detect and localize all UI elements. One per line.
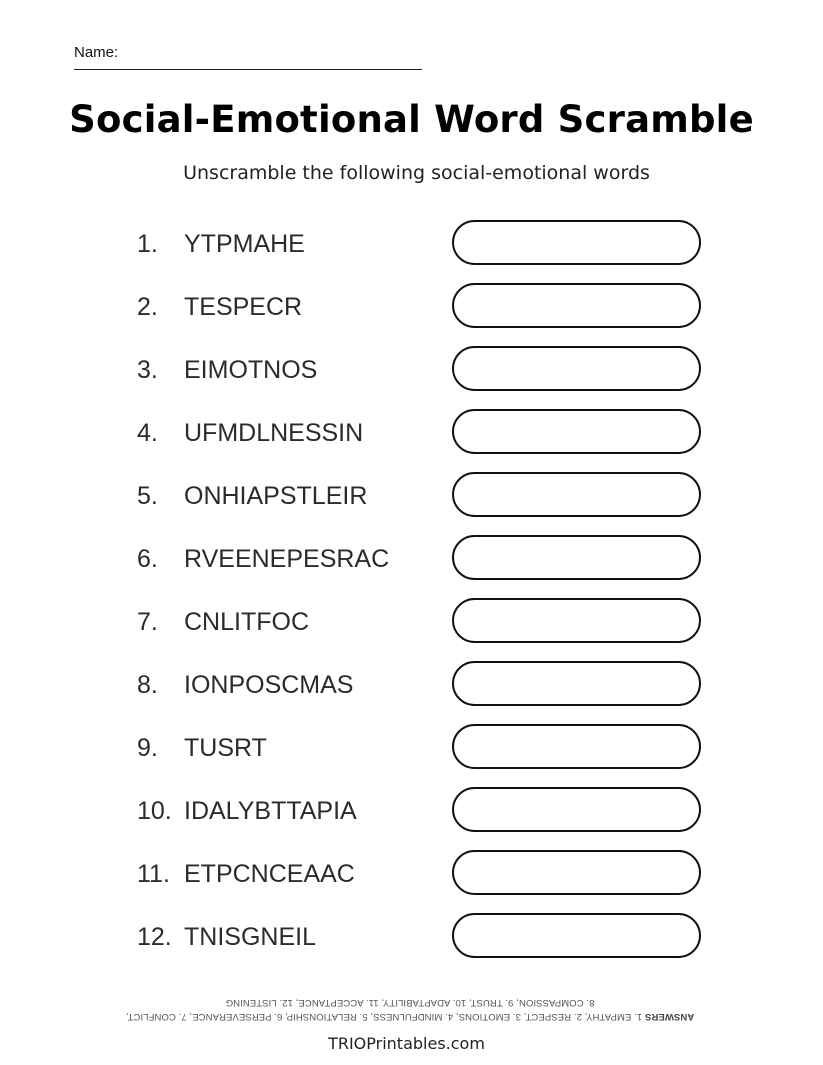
list-item — [0, 787, 823, 835]
answer-box[interactable] — [452, 535, 701, 580]
scrambled-word: EIMOTNOS — [184, 356, 318, 384]
answer-key — [90, 995, 730, 1023]
item-number: 11. — [137, 860, 170, 888]
scrambled-word: RVEENEPESRAC — [184, 545, 390, 573]
answers-line-2: 8. COMPASSION, 9. TRUST, 10. ADAPTABILITY, 11. ACCEPTANCE, 12. LISTENING — [225, 997, 595, 1008]
list-item — [0, 409, 823, 457]
item-number: 9. — [137, 734, 158, 762]
answer-box[interactable] — [452, 346, 701, 391]
item-number: 8. — [137, 671, 158, 699]
answer-box[interactable] — [452, 787, 701, 832]
scrambled-word: UFMDLNESSIN — [184, 419, 364, 447]
item-number: 10. — [137, 797, 172, 825]
answer-box[interactable] — [452, 472, 701, 517]
item-number: 5. — [137, 482, 158, 510]
scrambled-word: TUSRT — [184, 734, 267, 762]
scrambled-word: TESPECR — [184, 293, 303, 321]
list-item — [0, 220, 823, 268]
footer-site: TRIOPrintables.com — [328, 1034, 485, 1053]
answer-box[interactable] — [452, 283, 701, 328]
scrambled-word: TNISGNEIL — [184, 923, 316, 951]
list-item — [0, 283, 823, 331]
list-item — [0, 346, 823, 394]
page-subtitle: Unscramble the following social-emotional words — [183, 162, 650, 184]
scrambled-word: CNLITFOC — [184, 608, 309, 636]
scrambled-word: ONHIAPSTLEIR — [184, 482, 368, 510]
list-item — [0, 598, 823, 646]
scrambled-word: YTPMAHE — [184, 230, 305, 258]
answers-label: ANSWERS — [644, 1011, 695, 1022]
item-number: 12. — [137, 923, 172, 951]
scrambled-word: IDALYBTTAPIA — [184, 797, 357, 825]
answer-box[interactable] — [452, 850, 701, 895]
answer-box[interactable] — [452, 661, 701, 706]
item-number: 2. — [137, 293, 158, 321]
name-field[interactable] — [74, 42, 422, 70]
list-item — [0, 472, 823, 520]
page-title: Social-Emotional Word Scramble — [69, 98, 754, 141]
list-item — [0, 724, 823, 772]
scrambled-word: ETPCNCEAAC — [184, 860, 355, 888]
answer-box[interactable] — [452, 409, 701, 454]
answer-box[interactable] — [452, 598, 701, 643]
item-number: 4. — [137, 419, 158, 447]
item-number: 1. — [137, 230, 158, 258]
item-number: 7. — [137, 608, 158, 636]
list-item — [0, 850, 823, 898]
list-item — [0, 913, 823, 961]
answers-line-1: 1. EMPATHY, 2. RESPECT, 3. EMOTIONS, 4. MINDFULNESS, 5. RELATIONSHIP, 6. PERSEVERANCE, 7. CONFLICT, — [125, 1011, 643, 1022]
answer-box[interactable] — [452, 724, 701, 769]
item-number: 3. — [137, 356, 158, 384]
list-item — [0, 535, 823, 583]
answer-box[interactable] — [452, 913, 701, 958]
item-number: 6. — [137, 545, 158, 573]
list-item — [0, 661, 823, 709]
scrambled-word: IONPOSCMAS — [184, 671, 354, 699]
name-underline — [74, 69, 422, 70]
answer-box[interactable] — [452, 220, 701, 265]
name-label: Name: — [74, 44, 119, 61]
